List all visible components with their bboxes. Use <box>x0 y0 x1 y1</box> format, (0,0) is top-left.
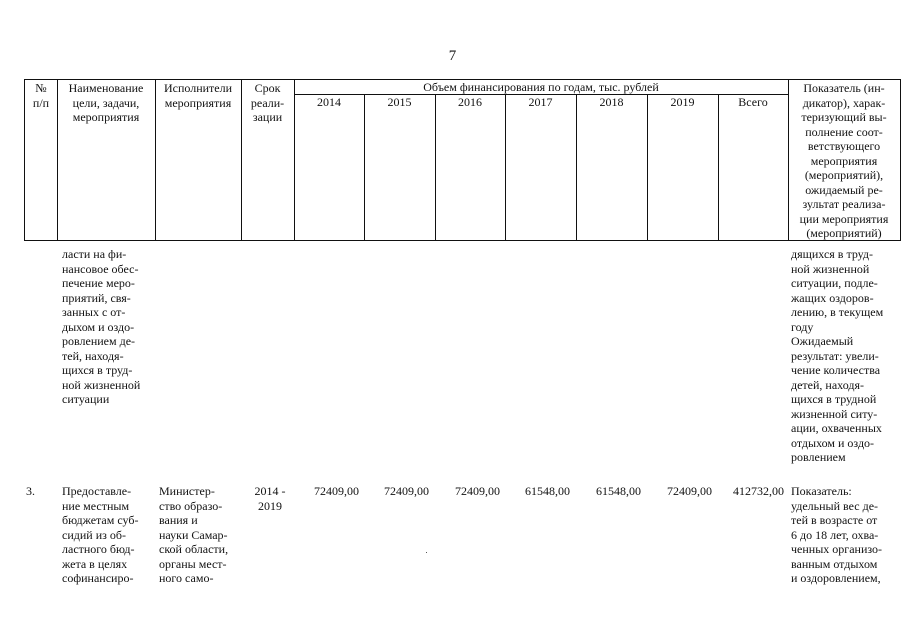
scan-speck <box>426 552 427 553</box>
header-financing-title: Объем финансирования по годам, тыс. рублей <box>423 80 659 94</box>
row3-value-2018: 61548,00 <box>596 484 641 498</box>
row3-value-2017: 61548,00 <box>525 484 570 498</box>
table-header <box>24 79 901 241</box>
header-year: 2018 <box>599 95 624 109</box>
header-year: 2015 <box>387 95 412 109</box>
row3-value-total: 412732,00 <box>733 484 784 498</box>
row3-value-2016: 72409,00 <box>455 484 500 498</box>
header-indicator: Показатель (ин- дикатор), харак- теризующий вы- полнение соот- ветствующего мероприятия (мероприятий), ожидаемый ре- зультат реализа- ции мероприятия (мероприятий) <box>799 81 889 240</box>
header-year: 2017 <box>528 95 553 109</box>
col-divider <box>718 94 719 240</box>
header-num: № п/п <box>32 81 50 110</box>
header-year: 2016 <box>458 95 482 109</box>
col-divider <box>435 94 436 240</box>
col-divider <box>576 94 577 240</box>
continuation-name: ласти на фи- нансовое обес- печение меро- приятий, свя- занных с от- дыхом и оздо- ровлением де- тей, находя- щихся в труд- ной жизненной ситуации <box>62 247 141 406</box>
row3-name: Предоставле- ние местным бюджетам суб- сидий из об- ластного бюд- жета в целях софинансиро- <box>62 484 139 585</box>
header-name: Наименование цели, задачи, мероприятия <box>68 81 144 124</box>
col-divider <box>647 94 648 240</box>
header-total: Всего <box>738 95 768 109</box>
row3-value-2015: 72409,00 <box>384 484 429 498</box>
row3-num: 3. <box>26 484 35 498</box>
header-year: 2014 <box>317 95 341 109</box>
header-executors: Исполнители мероприятия <box>163 81 233 110</box>
header-term: Срок реали- зации <box>250 81 285 124</box>
row3-term: 2014 - 2019 <box>254 484 286 513</box>
col-divider <box>364 94 365 240</box>
page-number: 7 <box>448 48 457 64</box>
row3-value-2019: 72409,00 <box>667 484 712 498</box>
header-year: 2019 <box>670 95 695 109</box>
row3-executors: Министер- ство образо- вания и науки Самар- ской области, органы мест- ного само- <box>159 484 229 585</box>
row3-indicator: Показатель: удельный вес де- тей в возрасте от 6 до 18 лет, охва- ченных организо- ванным отдыхом и оздоровлением, <box>791 484 883 585</box>
continuation-indicator: дящихся в труд- ной жизненной ситуации, подле- жащих оздоров- лению, в текущем году Ожидаемый результат: увели- чение количества детей, находя- щихся в трудной жизненной ситу- ации, охваченных отдыхом и оздо- ровлением <box>791 247 884 464</box>
row3-value-2014: 72409,00 <box>314 484 359 498</box>
col-divider <box>505 94 506 240</box>
